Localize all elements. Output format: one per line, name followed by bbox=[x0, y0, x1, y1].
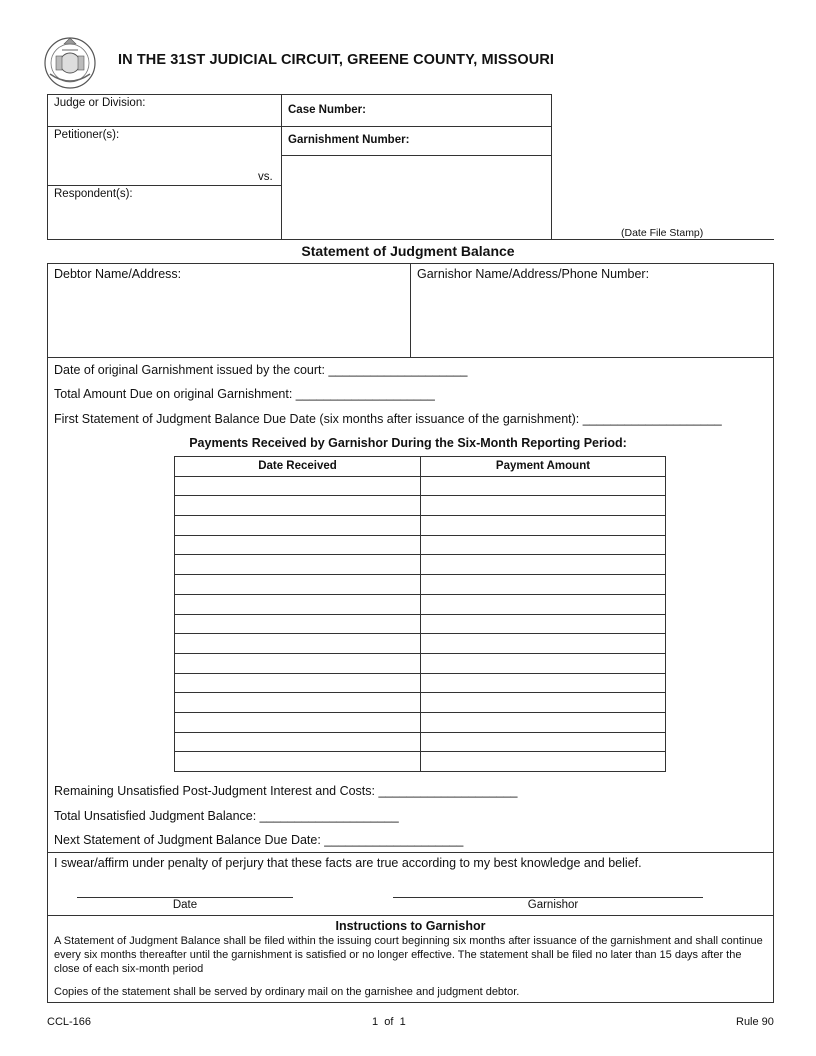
page-number: 1 bbox=[372, 1016, 379, 1028]
payment-amount-cell[interactable] bbox=[421, 535, 666, 555]
date-received-cell[interactable] bbox=[175, 516, 421, 536]
case-blank-box bbox=[281, 155, 552, 240]
page-total: 1 bbox=[399, 1016, 406, 1028]
date-received-cell[interactable] bbox=[175, 496, 421, 516]
payment-amount-cell[interactable] bbox=[421, 476, 666, 496]
payments-header-row bbox=[175, 457, 666, 477]
garnishment-number-box[interactable] bbox=[281, 126, 552, 156]
date-received-cell[interactable] bbox=[175, 476, 421, 496]
payment-amount-cell[interactable] bbox=[421, 496, 666, 516]
date-received-cell[interactable] bbox=[175, 693, 421, 713]
payment-amount-cell[interactable] bbox=[421, 575, 666, 595]
column-header: Payment Amount bbox=[421, 457, 666, 477]
payment-amount-cell[interactable] bbox=[421, 712, 666, 732]
date-received-cell[interactable] bbox=[175, 555, 421, 575]
garnishment-number-label: Garnishment Number: bbox=[288, 134, 410, 146]
table-row bbox=[175, 712, 666, 732]
next-due-field[interactable]: Next Statement of Judgment Balance Due Date: ____________________ bbox=[54, 833, 464, 847]
rule-reference: Rule 90 bbox=[736, 1016, 774, 1028]
garnishor-signature-label: Garnishor bbox=[527, 899, 579, 911]
column-header: Date Received bbox=[175, 457, 421, 477]
instructions-title: Instructions to Garnishor bbox=[335, 919, 486, 933]
missouri-state-seal bbox=[42, 34, 98, 90]
payment-amount-cell[interactable] bbox=[421, 614, 666, 634]
table-row bbox=[175, 634, 666, 654]
table-row bbox=[175, 693, 666, 713]
page-of: of bbox=[384, 1016, 394, 1028]
instructions-paragraph-2: Copies of the statement shall be served by ordinary mail on the garnishee and judgment debtor. bbox=[54, 986, 520, 998]
table-row bbox=[175, 555, 666, 575]
date-received-cell[interactable] bbox=[175, 575, 421, 595]
date-stamp-label: (Date File Stamp) bbox=[621, 227, 704, 239]
payment-amount-cell[interactable] bbox=[421, 752, 666, 772]
respondent-box[interactable] bbox=[47, 185, 282, 240]
court-title: IN THE 31ST JUDICIAL CIRCUIT, GREENE COUNTY, MISSOURI bbox=[118, 52, 555, 68]
payment-amount-cell[interactable] bbox=[421, 555, 666, 575]
table-row bbox=[175, 673, 666, 693]
judge-box[interactable] bbox=[47, 94, 282, 127]
payment-amount-cell[interactable] bbox=[421, 693, 666, 713]
table-row bbox=[175, 732, 666, 752]
judge-label: Judge or Division: bbox=[54, 97, 146, 109]
table-row bbox=[175, 575, 666, 595]
payments-body bbox=[175, 476, 666, 771]
garnishor-label: Garnishor Name/Address/Phone Number: bbox=[417, 267, 650, 281]
petitioner-box[interactable] bbox=[47, 126, 282, 186]
table-row bbox=[175, 476, 666, 496]
date-received-cell[interactable] bbox=[175, 653, 421, 673]
debtor-label: Debtor Name/Address: bbox=[54, 267, 182, 281]
payment-amount-cell[interactable] bbox=[421, 516, 666, 536]
table-row bbox=[175, 594, 666, 614]
party-bottom-line bbox=[47, 357, 774, 358]
total-due-field[interactable]: Total Amount Due on original Garnishment: ____________________ bbox=[54, 387, 435, 401]
affirmation-top-line bbox=[47, 852, 774, 853]
total-unsatisfied-field[interactable]: Total Unsatisfied Judgment Balance: ____________________ bbox=[54, 809, 399, 823]
garnishor-signature-line[interactable] bbox=[393, 897, 703, 898]
case-number-box[interactable] bbox=[281, 94, 552, 127]
date-signature-label: Date bbox=[172, 899, 198, 911]
table-row bbox=[175, 516, 666, 536]
form-title: Statement of Judgment Balance bbox=[301, 243, 515, 259]
date-received-cell[interactable] bbox=[175, 752, 421, 772]
date-signature-line[interactable] bbox=[77, 897, 293, 898]
page-indicator bbox=[372, 1016, 406, 1028]
payments-title: Payments Received by Garnishor During the Six-Month Reporting Period: bbox=[189, 436, 627, 450]
petitioner-label: Petitioner(s): bbox=[54, 129, 120, 141]
instructions-top-line bbox=[47, 915, 774, 916]
instructions-paragraph-1: A Statement of Judgment Balance shall be filed within the issuing court beginning six months after issuance of the garnishment and shall continue every six months thereafter until the garnishment is satisfied or no longer effective. The statement shall be filed no later than 15 days after the close of each six-month period bbox=[54, 935, 763, 975]
payments-table bbox=[174, 456, 666, 772]
affirmation-statement: I swear/affirm under penalty of perjury that these facts are true according to my best knowledge and belief. bbox=[54, 856, 642, 870]
form-id: CCL-166 bbox=[47, 1016, 92, 1028]
table-row bbox=[175, 496, 666, 516]
date-received-cell[interactable] bbox=[175, 732, 421, 752]
date-received-cell[interactable] bbox=[175, 712, 421, 732]
table-row bbox=[175, 752, 666, 772]
table-row bbox=[175, 653, 666, 673]
date-received-cell[interactable] bbox=[175, 634, 421, 654]
date-received-cell[interactable] bbox=[175, 614, 421, 634]
case-number-label: Case Number: bbox=[288, 104, 366, 116]
payment-amount-cell[interactable] bbox=[421, 634, 666, 654]
payment-amount-cell[interactable] bbox=[421, 732, 666, 752]
date-received-cell[interactable] bbox=[175, 535, 421, 555]
first-statement-field[interactable]: First Statement of Judgment Balance Due Date (six months after issuance of the garnishment): ____________________ bbox=[54, 412, 722, 426]
original-date-field[interactable]: Date of original Garnishment issued by the court: ____________________ bbox=[54, 363, 468, 377]
payment-amount-cell[interactable] bbox=[421, 594, 666, 614]
date-received-cell[interactable] bbox=[175, 673, 421, 693]
interest-costs-field[interactable]: Remaining Unsatisfied Post-Judgment Interest and Costs: ____________________ bbox=[54, 784, 518, 798]
respondent-label: Respondent(s): bbox=[54, 188, 133, 200]
date-stamp-line bbox=[551, 239, 774, 240]
vs-label: vs. bbox=[258, 171, 273, 183]
payment-amount-cell[interactable] bbox=[421, 653, 666, 673]
date-received-cell[interactable] bbox=[175, 594, 421, 614]
payment-amount-cell[interactable] bbox=[421, 673, 666, 693]
table-row bbox=[175, 535, 666, 555]
table-row bbox=[175, 614, 666, 634]
